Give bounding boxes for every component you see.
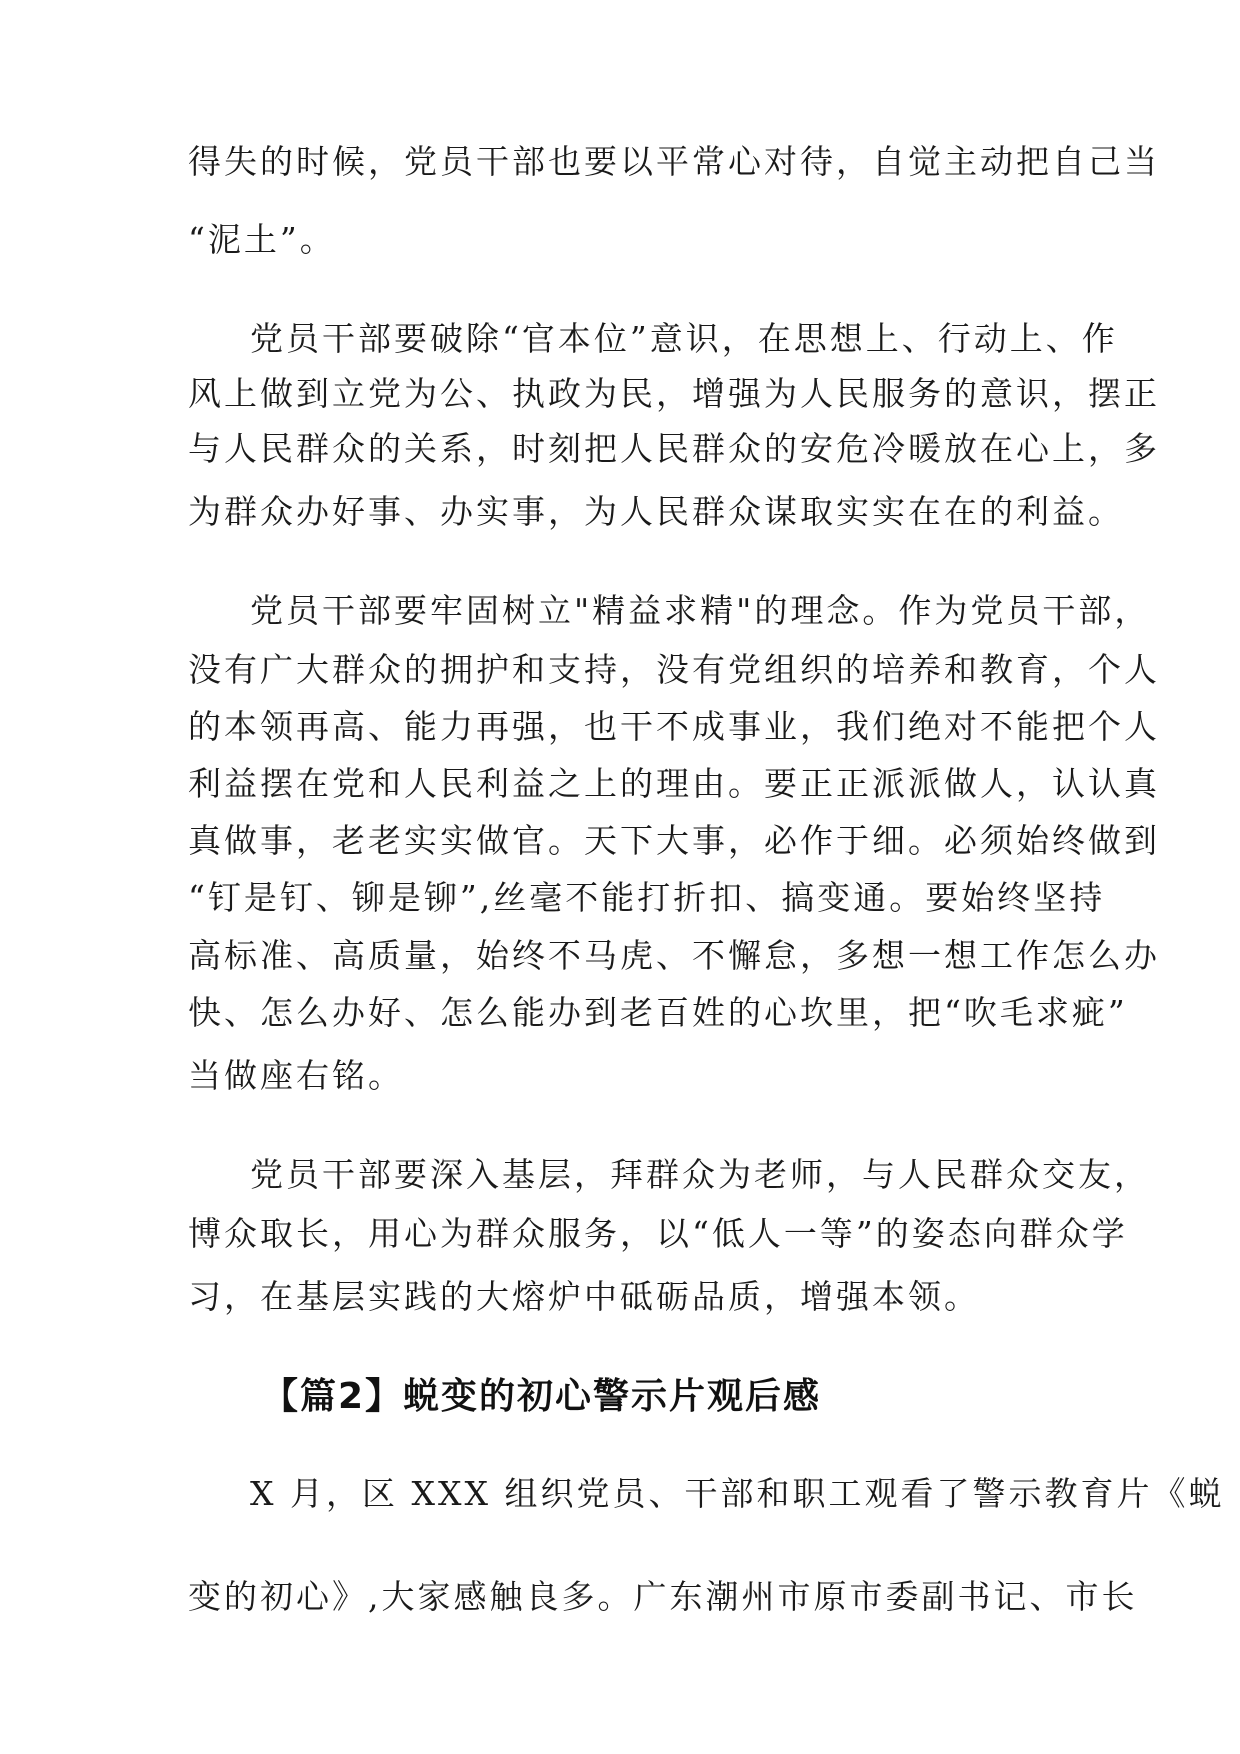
paragraph-line: 变的初心》,大家感触良多。广东潮州市原市委副书记、市长: [188, 1577, 1138, 1616]
paragraph-line: 习，在基层实践的大熔炉中砥砺品质，增强本领。: [188, 1277, 980, 1316]
paragraph-line: 风上做到立党为公、执政为民，增强为人民服务的意识，摆正: [188, 374, 1160, 413]
paragraph-line: 当做座右铭。: [188, 1056, 404, 1095]
paragraph-line: “钉是钉、铆是铆”,丝毫不能打折扣、搞变通。要始终坚持: [188, 878, 1106, 917]
paragraph-line: X 月，区 XXX 组织党员、干部和职工观看了警示教育片《蜕: [250, 1474, 1225, 1513]
paragraph-line: 党员干部要深入基层，拜群众为老师，与人民群众交友，: [250, 1155, 1150, 1194]
paragraph-line: 为群众办好事、办实事，为人民群众谋取实实在在的利益。: [188, 492, 1124, 531]
paragraph-line: 得失的时候，党员干部也要以平常心对待，自觉主动把自己当: [188, 142, 1160, 181]
section-heading: 【篇2】蜕变的初心警示片观后感: [262, 1376, 822, 1417]
paragraph-line: 高标准、高质量，始终不马虎、不懈怠，多想一想工作怎么办: [188, 936, 1160, 975]
paragraph-line: “泥土”。: [188, 220, 336, 259]
paragraph-line: 真做事，老老实实做官。天下大事，必作于细。必须始终做到: [188, 821, 1160, 860]
paragraph-line: 党员干部要牢固树立"精益求精"的理念。作为党员干部，: [250, 591, 1151, 630]
paragraph-line: 没有广大群众的拥护和支持，没有党组织的培养和教育，个人: [188, 650, 1160, 689]
paragraph-line: 与人民群众的关系，时刻把人民群众的安危冷暖放在心上，多: [188, 429, 1160, 468]
paragraph-line: 党员干部要破除“官本位”意识，在思想上、行动上、作: [250, 319, 1118, 358]
paragraph-line: 快、怎么办好、怎么能办到老百姓的心坎里，把“吹毛求疵”: [188, 993, 1128, 1032]
paragraph-line: 利益摆在党和人民利益之上的理由。要正正派派做人，认认真: [188, 764, 1160, 803]
paragraph-line: 的本领再高、能力再强，也干不成事业，我们绝对不能把个人: [188, 707, 1160, 746]
paragraph-line: 博众取长，用心为群众服务，以“低人一等”的姿态向群众学: [188, 1214, 1128, 1253]
